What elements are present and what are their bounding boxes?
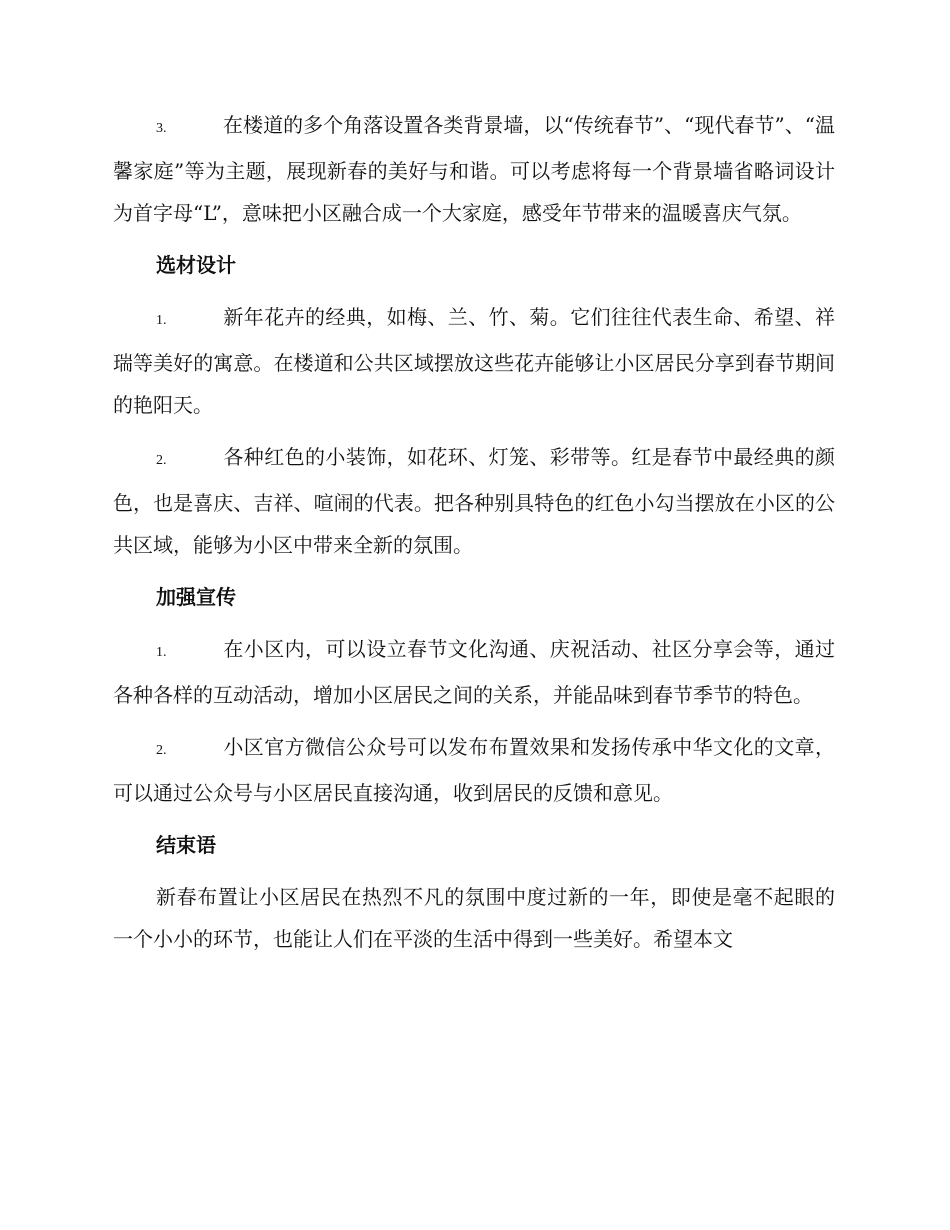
closing-paragraph: 新春布置让小区居民在热烈不凡的氛围中度过新的一年，即使是毫不起眼的一个小小的环节，也能让人们在平淡的生活中得到一些美好。希望本文 xyxy=(113,885,835,951)
list-number: 1. xyxy=(156,645,167,660)
list-item-text: 小区官方微信公众号可以发布布置效果和发扬传承中华文化的文章，可以通过公众号与小区居民直接沟通，收到居民的反馈和意见。 xyxy=(113,735,835,805)
list-item-text: 各种红色的小装饰，如花环、灯笼、彩带等。红是春节中最经典的颜色，也是喜庆、吉祥、喧闹的代表。把各种别具特色的红色小勾当摆放在小区的公共区域，能够为小区中带来全新的氛围。 xyxy=(113,445,835,557)
list-number: 2. xyxy=(156,743,167,758)
section-heading: 加强宣传 xyxy=(156,585,236,609)
list-item xyxy=(113,104,835,234)
list-item xyxy=(113,628,835,716)
section-heading: 结束语 xyxy=(156,833,216,857)
list-item-text: 新年花卉的经典，如梅、兰、竹、菊。它们往往代表生命、希望、祥瑞等美好的寓意。在楼道和公共区域摆放这些花卉能够让小区居民分享到春节期间的艳阳天。 xyxy=(113,305,835,417)
list-item xyxy=(113,726,835,814)
list-number: 1. xyxy=(156,313,167,328)
list-number: 3. xyxy=(156,121,167,136)
list-item-text: 在楼道的多个角落设置各类背景墙，以“传统春节”、“现代春节”、“温馨家庭”等为主题，展现新春的美好与和谐。可以考虑将每一个背景墙省略词设计为首字母“L”，意味把小区融合成一个大家庭，感受年节带来的温暖喜庆气氛。 xyxy=(113,113,835,225)
document-body xyxy=(113,104,835,970)
section-heading: 选材设计 xyxy=(156,253,236,277)
list-item xyxy=(113,296,835,426)
list-item-text: 在小区内，可以设立春节文化沟通、庆祝活动、社区分享会等，通过各种各样的互动活动，增加小区居民之间的关系，并能品味到春节季节的特色。 xyxy=(113,637,835,707)
list-item xyxy=(113,436,835,566)
list-number: 2. xyxy=(156,453,167,468)
